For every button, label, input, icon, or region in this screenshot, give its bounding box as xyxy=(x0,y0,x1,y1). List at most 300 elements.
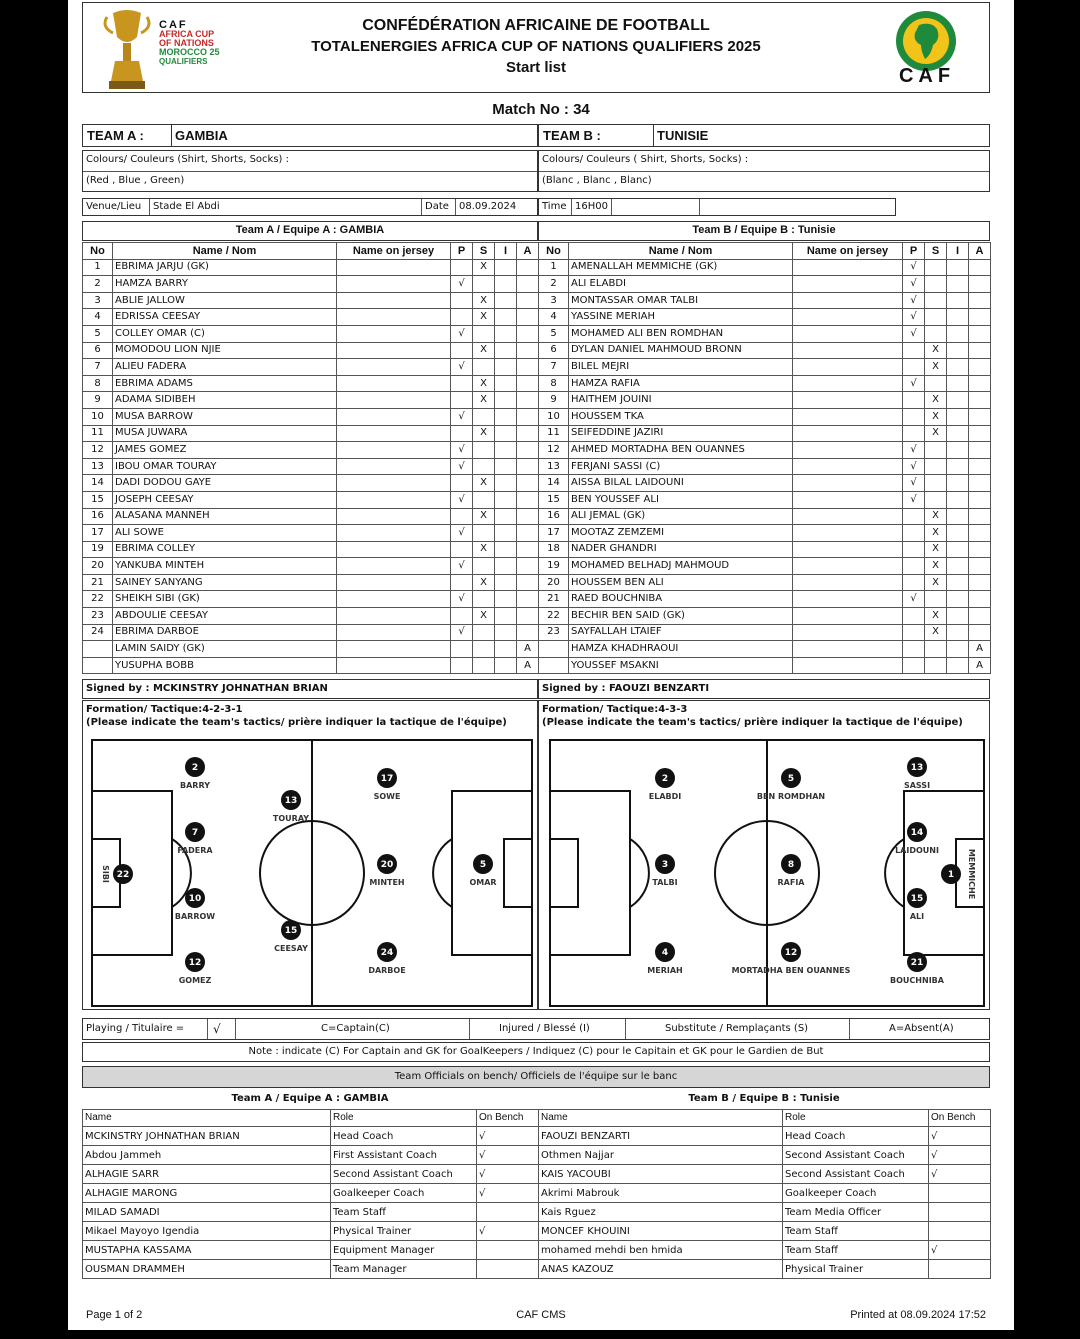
playing-mark xyxy=(903,342,925,359)
absent-mark xyxy=(517,541,539,558)
col-s: S xyxy=(473,243,495,260)
table-row xyxy=(539,342,991,359)
footer-system: CAF CMS xyxy=(516,1309,566,1321)
player-number: 7 xyxy=(83,359,113,376)
official-name: MUSTAPHA KASSAMA xyxy=(83,1241,331,1260)
absent-mark xyxy=(517,508,539,525)
substitute-mark: X xyxy=(473,392,495,409)
absent-mark xyxy=(517,325,539,342)
player-number: 2 xyxy=(539,276,569,293)
col-s: S xyxy=(925,243,947,260)
caf-logo-text: CAF xyxy=(898,65,956,87)
table-row xyxy=(539,1260,991,1279)
player-marker xyxy=(652,854,677,887)
player-name: ALI ELABDI xyxy=(569,276,793,293)
official-role: Team Staff xyxy=(783,1222,929,1241)
player-marker-number: 12 xyxy=(784,948,798,958)
substitute-mark: X xyxy=(925,508,947,525)
legend-playing-mark: √ xyxy=(213,1022,221,1036)
name-on-jersey xyxy=(337,525,451,542)
logo-afcon-line2: OF NATIONS xyxy=(159,38,214,48)
absent-mark xyxy=(517,292,539,309)
table-row xyxy=(539,408,991,425)
name-on-jersey xyxy=(337,325,451,342)
playing-mark xyxy=(903,608,925,625)
official-role: Physical Trainer xyxy=(331,1222,477,1241)
table-row xyxy=(83,392,539,409)
injured-mark xyxy=(947,558,969,575)
player-marker xyxy=(895,822,939,855)
table-row xyxy=(83,442,539,459)
player-marker-name: MINTEH xyxy=(369,878,405,887)
substitute-mark: X xyxy=(925,359,947,376)
absent-mark xyxy=(969,608,991,625)
name-on-jersey xyxy=(337,624,451,641)
player-marker-number: 7 xyxy=(191,828,199,838)
substitute-mark: X xyxy=(473,508,495,525)
absent-mark: A xyxy=(517,641,539,658)
player-marker-name: FADERA xyxy=(177,846,213,855)
player-name: AHMED MORTADHA BEN OUANNES xyxy=(569,442,793,459)
team-a-formation: Formation/ Tactique:4-2-3-1 xyxy=(86,704,243,715)
official-name: OUSMAN DRAMMEH xyxy=(83,1260,331,1279)
injured-mark xyxy=(495,624,517,641)
playing-mark xyxy=(451,574,473,591)
on-bench-mark xyxy=(477,1203,539,1222)
player-number: 12 xyxy=(539,442,569,459)
team-b-colours xyxy=(538,150,990,192)
player-number: 19 xyxy=(539,558,569,575)
name-on-jersey xyxy=(337,292,451,309)
playing-mark xyxy=(903,408,925,425)
absent-mark xyxy=(517,425,539,442)
name-on-jersey xyxy=(793,325,903,342)
player-marker-name: GOMEZ xyxy=(178,976,212,985)
playing-mark: √ xyxy=(451,491,473,508)
table-row xyxy=(83,309,539,326)
table-row xyxy=(539,309,991,326)
col-official-role: Role xyxy=(783,1110,929,1127)
player-name: SEIFEDDINE JAZIRI xyxy=(569,425,793,442)
player-number xyxy=(539,657,569,674)
logo-afcon-line1: AFRICA CUP xyxy=(159,29,215,39)
table-row xyxy=(539,491,991,508)
player-name: SHEIKH SIBI (GK) xyxy=(113,591,337,608)
playing-mark: √ xyxy=(451,408,473,425)
name-on-jersey xyxy=(793,392,903,409)
substitute-mark xyxy=(925,641,947,658)
name-on-jersey xyxy=(793,657,903,674)
player-marker-name: SOWE xyxy=(373,792,401,801)
player-name: RAED BOUCHNIBA xyxy=(569,591,793,608)
injured-mark xyxy=(947,259,969,276)
legend-absent: A=Absent(A) xyxy=(889,1023,954,1034)
on-bench-mark xyxy=(929,1222,991,1241)
player-marker xyxy=(179,952,212,985)
substitute-mark xyxy=(473,491,495,508)
playing-mark: √ xyxy=(903,475,925,492)
table-row xyxy=(539,558,991,575)
on-bench-mark: √ xyxy=(477,1146,539,1165)
playing-mark xyxy=(903,641,925,658)
team-a-name: GAMBIA xyxy=(175,128,228,143)
table-row xyxy=(83,591,539,608)
injured-mark xyxy=(947,475,969,492)
substitute-mark xyxy=(925,292,947,309)
injured-mark xyxy=(947,608,969,625)
injured-mark xyxy=(495,392,517,409)
player-name: MOMODOU LION NJIE xyxy=(113,342,337,359)
player-name: AMENALLAH MEMMICHE (GK) xyxy=(569,259,793,276)
absent-mark xyxy=(969,392,991,409)
team-a-colours xyxy=(82,150,538,192)
absent-mark xyxy=(517,591,539,608)
on-bench-mark xyxy=(477,1241,539,1260)
player-number: 18 xyxy=(539,541,569,558)
player-number: 5 xyxy=(83,325,113,342)
player-name: HOUSSEM TKA xyxy=(569,408,793,425)
team-a-lineup-title xyxy=(82,221,538,241)
player-number: 21 xyxy=(539,591,569,608)
absent-mark xyxy=(969,325,991,342)
official-role: Team Manager xyxy=(331,1260,477,1279)
player-name: EDRISSA CEESAY xyxy=(113,309,337,326)
absent-mark xyxy=(969,591,991,608)
playing-mark xyxy=(451,259,473,276)
on-bench-mark: √ xyxy=(477,1165,539,1184)
team-a-signed-text: Signed by : MCKINSTRY JOHNATHAN BRIAN xyxy=(86,683,328,694)
col-p: P xyxy=(451,243,473,260)
injured-mark xyxy=(947,325,969,342)
table-row xyxy=(83,558,539,575)
col-no: No xyxy=(539,243,569,260)
absent-mark xyxy=(517,375,539,392)
official-name: MILAD SAMADI xyxy=(83,1203,331,1222)
injured-mark xyxy=(947,425,969,442)
name-on-jersey xyxy=(337,508,451,525)
col-i: I xyxy=(947,243,969,260)
col-a: A xyxy=(517,243,539,260)
absent-mark xyxy=(517,608,539,625)
col-official-role: Role xyxy=(331,1110,477,1127)
player-name: YUSUPHA BOBB xyxy=(113,657,337,674)
playing-mark: √ xyxy=(451,525,473,542)
player-name: YOUSSEF MSAKNI xyxy=(569,657,793,674)
injured-mark xyxy=(947,574,969,591)
injured-mark xyxy=(495,375,517,392)
table-row xyxy=(83,276,539,293)
player-marker-name: MEMMICHE xyxy=(967,848,976,900)
team-b-colours-value: (Blanc , Blanc , Blanc) xyxy=(542,175,652,186)
player-number: 14 xyxy=(83,475,113,492)
absent-mark xyxy=(517,342,539,359)
name-on-jersey xyxy=(793,624,903,641)
absent-mark xyxy=(969,359,991,376)
absent-mark xyxy=(969,408,991,425)
venue-row xyxy=(82,198,538,216)
player-number: 6 xyxy=(83,342,113,359)
name-on-jersey xyxy=(337,657,451,674)
table-row xyxy=(83,325,539,342)
on-bench-mark: √ xyxy=(477,1127,539,1146)
absent-mark xyxy=(969,558,991,575)
official-role: Team Staff xyxy=(331,1203,477,1222)
substitute-mark: X xyxy=(925,541,947,558)
absent-mark xyxy=(969,259,991,276)
player-marker-name: SASSI xyxy=(903,781,931,790)
col-no: No xyxy=(83,243,113,260)
col-name: Name / Nom xyxy=(113,243,337,260)
absent-mark xyxy=(517,525,539,542)
table-row xyxy=(539,1146,991,1165)
injured-mark xyxy=(947,508,969,525)
playing-mark xyxy=(451,541,473,558)
player-name: JOSEPH CEESAY xyxy=(113,491,337,508)
absent-mark xyxy=(969,292,991,309)
player-name: AISSA BILAL LAIDOUNI xyxy=(569,475,793,492)
playing-mark: √ xyxy=(903,276,925,293)
substitute-mark xyxy=(925,259,947,276)
team-b-label: TEAM B : xyxy=(543,128,601,143)
substitute-mark xyxy=(473,458,495,475)
player-marker-number: 13 xyxy=(284,796,298,806)
player-name: MOOTAZ ZEMZEMI xyxy=(569,525,793,542)
name-on-jersey xyxy=(337,276,451,293)
logo-afcon-line3: MOROCCO 25 xyxy=(159,47,220,57)
table-row xyxy=(83,1222,539,1241)
official-role: Goalkeeper Coach xyxy=(783,1184,929,1203)
player-name: ALIEU FADERA xyxy=(113,359,337,376)
player-name: ALI JEMAL (GK) xyxy=(569,508,793,525)
absent-mark xyxy=(517,442,539,459)
player-number: 13 xyxy=(83,458,113,475)
table-row xyxy=(83,1165,539,1184)
playing-mark: √ xyxy=(903,591,925,608)
table-row xyxy=(539,292,991,309)
injured-mark xyxy=(495,425,517,442)
officials-header-row xyxy=(539,1110,991,1127)
team-a-formation-block xyxy=(82,700,538,1010)
table-row xyxy=(83,1184,539,1203)
table-row xyxy=(539,392,991,409)
name-on-jersey xyxy=(337,458,451,475)
absent-mark xyxy=(517,259,539,276)
table-row xyxy=(539,525,991,542)
official-name: MONCEF KHOUINI xyxy=(539,1222,783,1241)
substitute-mark: X xyxy=(925,525,947,542)
injured-mark xyxy=(495,574,517,591)
player-name: SAINEY SANYANG xyxy=(113,574,337,591)
name-on-jersey xyxy=(793,342,903,359)
absent-mark xyxy=(517,558,539,575)
team-a-pitch xyxy=(91,739,533,1007)
injured-mark xyxy=(947,408,969,425)
player-number: 2 xyxy=(83,276,113,293)
time-value: 16H00 xyxy=(575,201,608,212)
player-marker-name: TALBI xyxy=(652,878,678,887)
team-b-lineup-title xyxy=(538,221,990,241)
officials-title: Team Officials on bench/ Officiels de l'équipe sur le banc xyxy=(394,1071,678,1082)
substitute-mark xyxy=(473,325,495,342)
team-a-header xyxy=(82,124,538,147)
player-marker xyxy=(175,888,215,921)
table-row xyxy=(539,541,991,558)
legend-row xyxy=(82,1018,990,1040)
substitute-mark xyxy=(473,525,495,542)
official-name: KAIS YACOUBI xyxy=(539,1165,783,1184)
on-bench-mark xyxy=(929,1203,991,1222)
player-name: MONTASSAR OMAR TALBI xyxy=(569,292,793,309)
on-bench-mark: √ xyxy=(477,1184,539,1203)
player-name: BECHIR BEN SAID (GK) xyxy=(569,608,793,625)
player-marker xyxy=(374,768,401,801)
playing-mark xyxy=(451,375,473,392)
col-official-name: Name xyxy=(83,1110,331,1127)
col-on-bench: On Bench xyxy=(929,1110,991,1127)
table-row xyxy=(539,1127,991,1146)
table-row xyxy=(83,608,539,625)
name-on-jersey xyxy=(793,309,903,326)
player-name: EBRIMA COLLEY xyxy=(113,541,337,558)
absent-mark xyxy=(969,425,991,442)
name-on-jersey xyxy=(337,408,451,425)
player-number: 23 xyxy=(539,624,569,641)
table-row xyxy=(539,359,991,376)
official-name: MCKINSTRY JOHNATHAN BRIAN xyxy=(83,1127,331,1146)
injured-mark xyxy=(495,342,517,359)
injured-mark xyxy=(947,591,969,608)
injured-mark xyxy=(947,359,969,376)
player-number: 5 xyxy=(539,325,569,342)
absent-mark xyxy=(969,458,991,475)
table-row xyxy=(539,1203,991,1222)
injured-mark xyxy=(947,392,969,409)
table-row xyxy=(539,325,991,342)
table-row xyxy=(539,508,991,525)
player-name: ABDOULIE CEESAY xyxy=(113,608,337,625)
col-p: P xyxy=(903,243,925,260)
table-row xyxy=(539,458,991,475)
official-role: Physical Trainer xyxy=(783,1260,929,1279)
table-row xyxy=(539,624,991,641)
name-on-jersey xyxy=(337,442,451,459)
player-name: SAYFALLAH LTAIEF xyxy=(569,624,793,641)
player-marker xyxy=(890,952,945,985)
player-number: 19 xyxy=(83,541,113,558)
logo-caf-text: CAF xyxy=(159,19,188,31)
substitute-mark xyxy=(925,657,947,674)
player-marker xyxy=(778,854,806,887)
player-name: BEN YOUSSEF ALI xyxy=(569,491,793,508)
player-number: 9 xyxy=(83,392,113,409)
substitute-mark xyxy=(925,375,947,392)
table-row xyxy=(539,657,991,674)
player-number xyxy=(539,641,569,658)
playing-mark: √ xyxy=(451,325,473,342)
col-jersey: Name on jersey xyxy=(337,243,451,260)
table-row xyxy=(83,525,539,542)
official-role: Team Staff xyxy=(783,1241,929,1260)
substitute-mark: X xyxy=(925,608,947,625)
substitute-mark xyxy=(473,641,495,658)
col-a: A xyxy=(969,243,991,260)
on-bench-mark xyxy=(477,1260,539,1279)
absent-mark xyxy=(517,309,539,326)
table-row xyxy=(539,1241,991,1260)
injured-mark xyxy=(495,458,517,475)
player-marker-number: 13 xyxy=(910,763,924,773)
player-marker xyxy=(469,854,496,887)
injured-mark xyxy=(495,259,517,276)
official-name: Mikael Mayoyo Igendia xyxy=(83,1222,331,1241)
absent-mark xyxy=(517,574,539,591)
name-on-jersey xyxy=(337,475,451,492)
table-row xyxy=(83,574,539,591)
time-label: Time xyxy=(542,201,567,212)
officials-title-bar xyxy=(82,1066,990,1088)
col-jersey: Name on jersey xyxy=(793,243,903,260)
table-row xyxy=(539,574,991,591)
player-number: 15 xyxy=(539,491,569,508)
team-b-name: TUNISIE xyxy=(657,128,709,143)
official-name: Othmen Najjar xyxy=(539,1146,783,1165)
injured-mark xyxy=(947,641,969,658)
substitute-mark xyxy=(925,591,947,608)
player-name: HAMZA BARRY xyxy=(113,276,337,293)
playing-mark xyxy=(903,541,925,558)
player-name: EBRIMA DARBOE xyxy=(113,624,337,641)
playing-mark: √ xyxy=(903,458,925,475)
player-name: DYLAN DANIEL MAHMOUD BRONN xyxy=(569,342,793,359)
player-name: HOUSSEM BEN ALI xyxy=(569,574,793,591)
substitute-mark: X xyxy=(925,342,947,359)
player-number: 8 xyxy=(539,375,569,392)
official-name: ALHAGIE SARR xyxy=(83,1165,331,1184)
official-role: Second Assistant Coach xyxy=(783,1146,929,1165)
player-marker-name: DARBOE xyxy=(368,966,406,975)
table-row xyxy=(83,458,539,475)
table-row xyxy=(539,442,991,459)
table-row xyxy=(83,292,539,309)
player-marker xyxy=(732,942,851,975)
playing-mark: √ xyxy=(451,458,473,475)
player-number: 9 xyxy=(539,392,569,409)
player-number: 16 xyxy=(83,508,113,525)
injured-mark xyxy=(947,442,969,459)
substitute-mark xyxy=(473,408,495,425)
on-bench-mark xyxy=(929,1260,991,1279)
playing-mark: √ xyxy=(451,359,473,376)
substitute-mark xyxy=(473,558,495,575)
substitute-mark: X xyxy=(473,342,495,359)
absent-mark xyxy=(517,624,539,641)
injured-mark xyxy=(947,525,969,542)
col-official-name: Name xyxy=(539,1110,783,1127)
official-name: Abdou Jammeh xyxy=(83,1146,331,1165)
playing-mark xyxy=(903,359,925,376)
playing-mark xyxy=(451,292,473,309)
absent-mark: A xyxy=(517,657,539,674)
player-number: 3 xyxy=(83,292,113,309)
player-marker-number: 4 xyxy=(661,948,669,958)
name-on-jersey xyxy=(793,574,903,591)
player-marker xyxy=(369,854,404,887)
absent-mark xyxy=(517,359,539,376)
table-row xyxy=(83,491,539,508)
table-row xyxy=(83,1127,539,1146)
name-on-jersey xyxy=(793,608,903,625)
document-type: Start list xyxy=(505,59,566,76)
